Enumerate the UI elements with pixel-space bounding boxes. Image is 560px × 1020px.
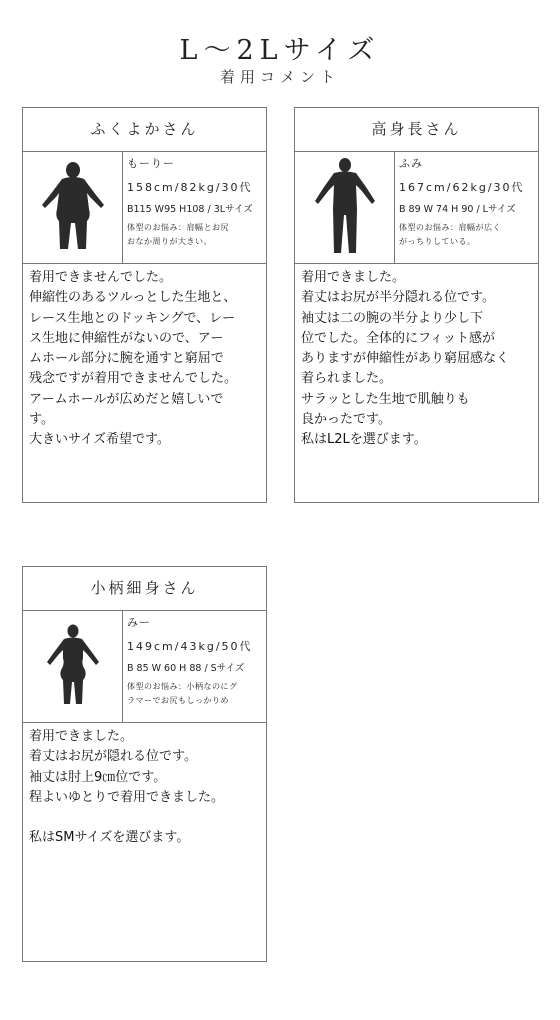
- body-silhouette-icon: [23, 610, 123, 722]
- card-heading: ふくよかさん: [23, 108, 266, 152]
- comment-line: [29, 808, 262, 828]
- comment-line: 大きいサイズ希望です。: [29, 432, 170, 448]
- review-card-plump: [22, 107, 267, 503]
- body-concern-line-1: 体型のお悩み：小柄なのにグ: [127, 682, 238, 691]
- review-card-tall: [294, 107, 539, 503]
- comment-line: 袖丈は肘上9㎝位です。: [29, 769, 167, 785]
- comment-line: レース生地とのドッキングで、レー: [29, 310, 236, 326]
- card-heading: 小柄細身さん: [23, 567, 266, 611]
- comment-line: 位でした。全体的にフィット感が: [301, 330, 495, 346]
- reviewer-measurements: B115 W95 H108 / 3Lサイズ: [127, 204, 253, 215]
- reviewer-name: ふみ: [399, 157, 423, 170]
- comment-line: 着丈はお尻が半分隠れる位です。: [301, 290, 495, 306]
- comment-line: 私はL2Lを選びます。: [301, 432, 427, 448]
- comment-line: 着用できました。: [29, 729, 134, 744]
- comment-line: 着られました。: [301, 371, 393, 387]
- page-subtitle: 着用コメント: [219, 68, 340, 86]
- reviewer-stats: 158cm/82kg/30代: [127, 181, 253, 194]
- body-silhouette-icon: [295, 151, 395, 263]
- reviewer-name: みー: [127, 616, 151, 629]
- profile-row: [23, 151, 266, 264]
- comment-line: 着丈はお尻が隠れる位です。: [29, 749, 197, 765]
- body-concern-line-1: 体型のお悩み：肩幅とお尻: [127, 223, 229, 232]
- profile-info: [127, 614, 264, 708]
- comment-line: 着用できました。: [301, 270, 406, 285]
- comment-line: 程よいゆとりで着用できました。: [29, 789, 225, 805]
- reviewer-name: もーりー: [127, 157, 175, 170]
- wear-comment: [29, 268, 262, 451]
- comment-line: 残念ですが着用できませんでした。: [29, 371, 238, 387]
- wear-comment: [29, 727, 262, 848]
- comment-line: ありますが伸縮性があり窮屈感なく: [301, 351, 510, 367]
- profile-row: [23, 610, 266, 723]
- comment-line: ムホール部分に腕を通すと窮屈で: [29, 351, 224, 367]
- body-concern-line-2: おなか周りが大きい。: [127, 237, 212, 246]
- reviewer-stats: 149cm/43kg/50代: [127, 640, 253, 653]
- comment-line: 着用できませんでした。: [29, 270, 173, 285]
- wear-comment: [301, 268, 534, 451]
- comment-line: アームホールが広めだと嬉しいで: [29, 391, 224, 407]
- profile-info: [399, 155, 536, 249]
- reviewer-stats: 167cm/62kg/30代: [399, 181, 525, 194]
- comment-line: 伸縮性のあるツルっとした生地と、: [29, 290, 237, 306]
- comment-line: ス生地に伸縮性がないので、アー: [29, 330, 224, 346]
- comment-line: す。: [29, 412, 54, 428]
- profile-info: [127, 155, 264, 249]
- card-heading: 高身長さん: [295, 108, 538, 152]
- body-concern-line-2: ラマーでお尻もしっかりめ: [127, 696, 229, 705]
- review-card-petite: [22, 566, 267, 962]
- comment-line: 私はSMサイズを選びます。: [29, 830, 190, 846]
- page-title: L～2Lサイズ: [179, 35, 381, 66]
- comment-line: 良かったです。: [301, 412, 391, 428]
- reviewer-measurements: B 89 W 74 H 90 / Lサイズ: [399, 204, 516, 215]
- comment-line: サラッとした生地で肌触りも: [301, 391, 470, 407]
- body-silhouette-icon: [23, 151, 123, 263]
- body-concern-line-2: がっちりしている。: [399, 237, 476, 246]
- profile-row: [295, 151, 538, 264]
- body-concern-line-1: 体型のお悩み：肩幅が広く: [399, 223, 501, 232]
- comment-line: 袖丈は二の腕の半分より少し下: [301, 310, 484, 326]
- reviewer-measurements: B 85 W 60 H 88 / Sサイズ: [127, 663, 245, 674]
